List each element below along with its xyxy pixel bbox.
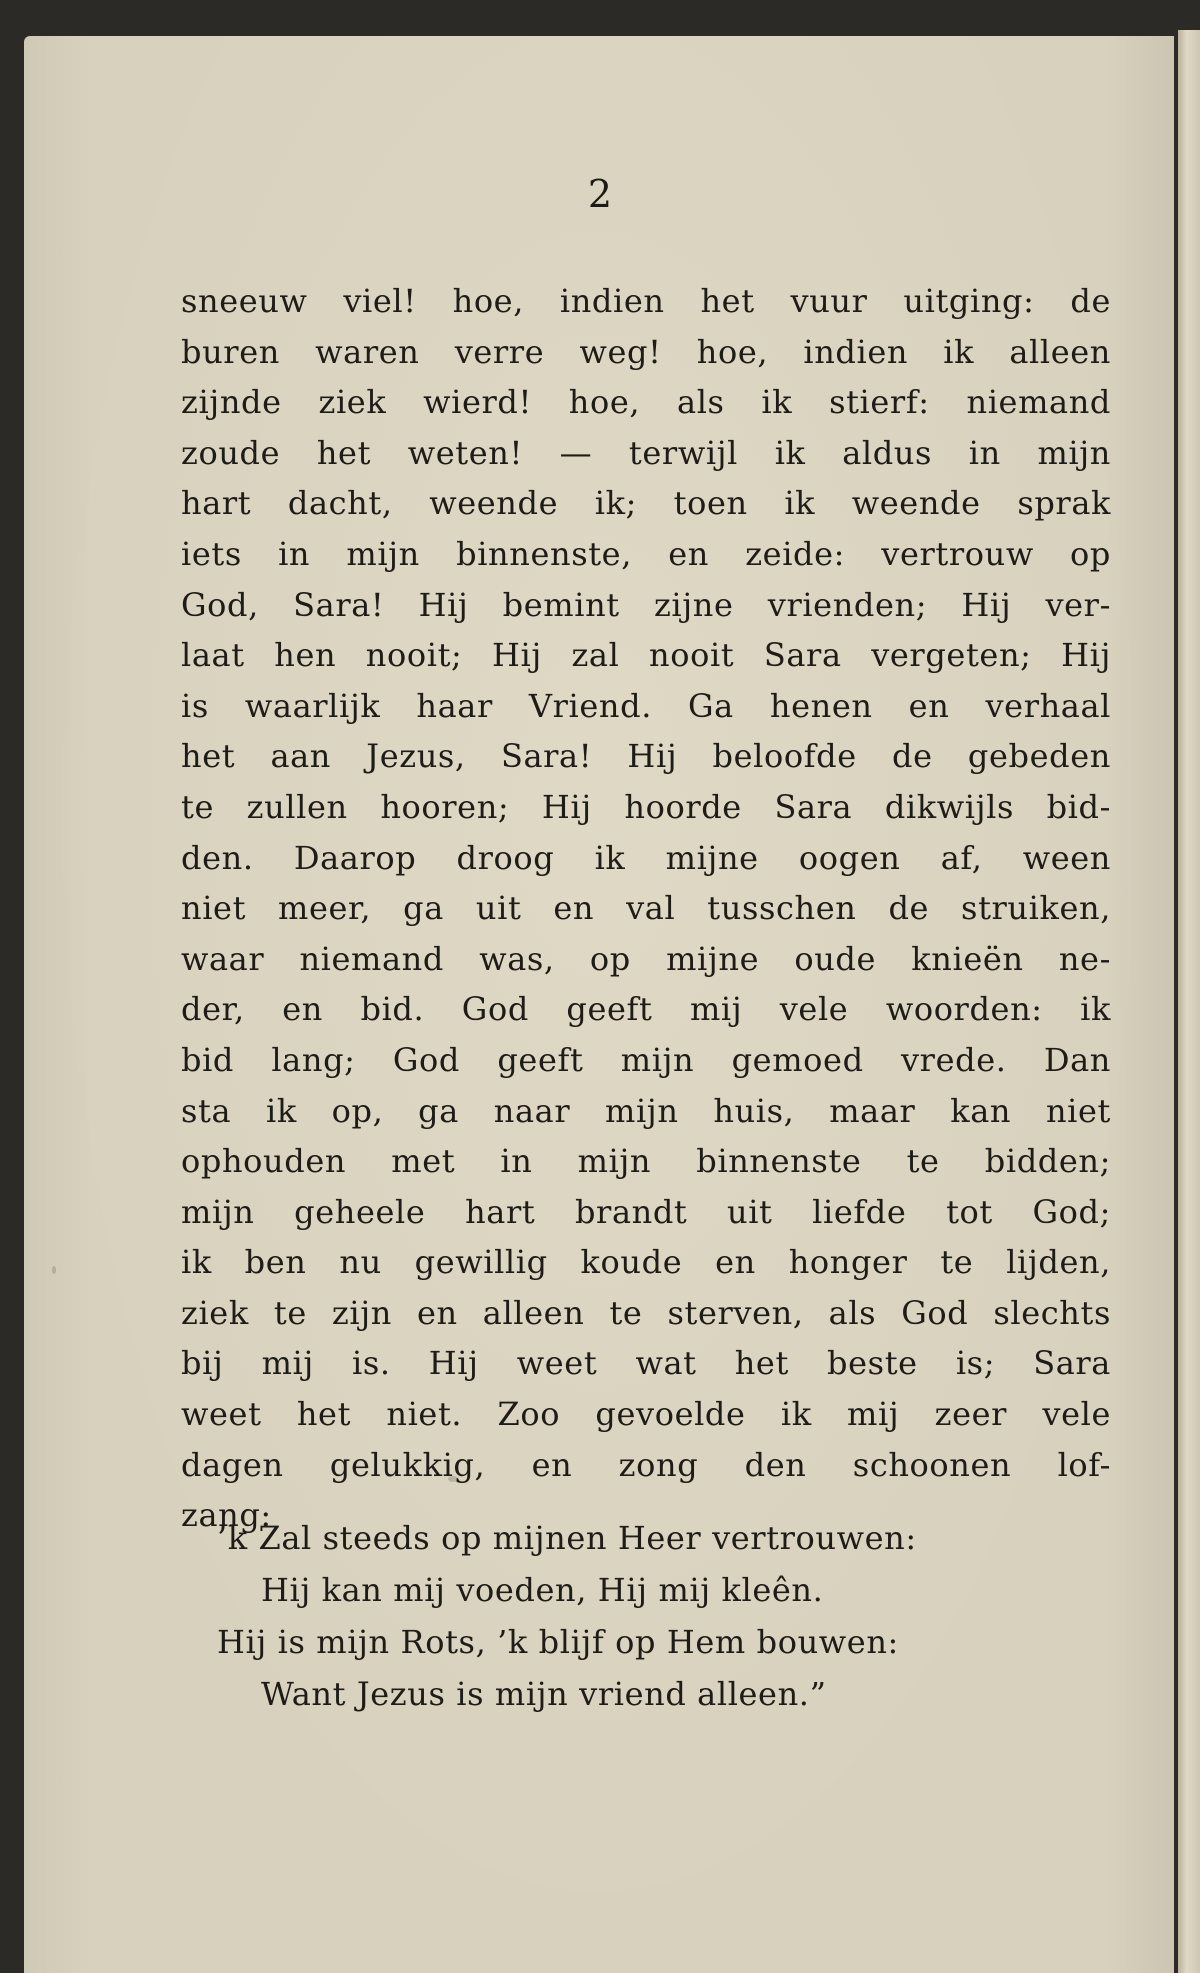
text-line: dagen gelukkig, en zong den schoonen lof- — [181, 1445, 1111, 1484]
scan-background-top — [0, 0, 1200, 36]
text-line: ophouden met in mijn binnenste te bidden; — [181, 1142, 1111, 1181]
text-line: laat hen nooit; Hij zal nooit Sara vergeten; Hij — [181, 636, 1111, 675]
hymn-verse — [181, 1512, 1111, 1720]
text-line: buren waren verre weg! hoe, indien ik alleen — [181, 332, 1111, 371]
text-line: bid lang; God geeft mijn gemoed vrede. Dan — [181, 1040, 1111, 1079]
page-edge-right — [1178, 30, 1200, 1973]
verse-line: Want Jezus is mijn vriend alleen.” — [261, 1675, 827, 1713]
text-line: niet meer, ga uit en val tusschen de struiken, — [181, 889, 1111, 928]
text-line: der, en bid. God geeft mij vele woorden: ik — [181, 990, 1111, 1029]
text-line: het aan Jezus, Sara! Hij beloofde de gebeden — [181, 737, 1111, 776]
text-line: zijnde ziek wierd! hoe, als ik stierf: niemand — [181, 383, 1111, 422]
text-line: sneeuw viel! hoe, indien het vuur uitging: de — [181, 282, 1111, 320]
text-line: God, Sara! Hij bemint zijne vrienden; Hij ver- — [181, 585, 1111, 624]
text-line: waar niemand was, op mijne oude knieën ne- — [181, 939, 1111, 978]
text-line: sta ik op, ga naar mijn huis, maar kan niet — [181, 1091, 1111, 1130]
verse-line: Hij is mijn Rots, ’k blijf op Hem bouwen: — [217, 1623, 899, 1661]
verse-line: ’k Zal steeds op mijnen Heer vertrouwen: — [217, 1519, 917, 1557]
text-line: ik ben nu gewillig koude en honger te lijden, — [181, 1243, 1111, 1282]
verse-line: Hij kan mij voeden, Hij mij kleên. — [261, 1571, 824, 1609]
text-line: zang: — [181, 1496, 272, 1535]
text-line: iets in mijn binnenste, en zeide: vertrouw op — [181, 534, 1111, 573]
text-line: hart dacht, weende ik; toen ik weende sprak — [181, 484, 1111, 523]
text-line: mijn geheele hart brandt uit liefde tot God; — [181, 1192, 1111, 1231]
page-number: 2 — [587, 172, 613, 216]
text-line: bij mij is. Hij weet wat het beste is; Sara — [181, 1344, 1111, 1383]
text-line: weet het niet. Zoo gevoelde ik mij zeer vele — [181, 1395, 1111, 1434]
text-line: ziek te zijn en alleen te sterven, als God slechts — [181, 1293, 1111, 1332]
text-line: te zullen hooren; Hij hoorde Sara dikwijls bid- — [181, 787, 1111, 826]
body-text — [181, 276, 1111, 1541]
text-line: is waarlijk haar Vriend. Ga henen en verhaal — [181, 686, 1111, 725]
text-line: zoude het weten! — terwijl ik aldus in mijn — [181, 433, 1111, 472]
text-line: den. Daarop droog ik mijne oogen af, ween — [181, 838, 1111, 877]
paper-speck — [52, 1266, 56, 1274]
